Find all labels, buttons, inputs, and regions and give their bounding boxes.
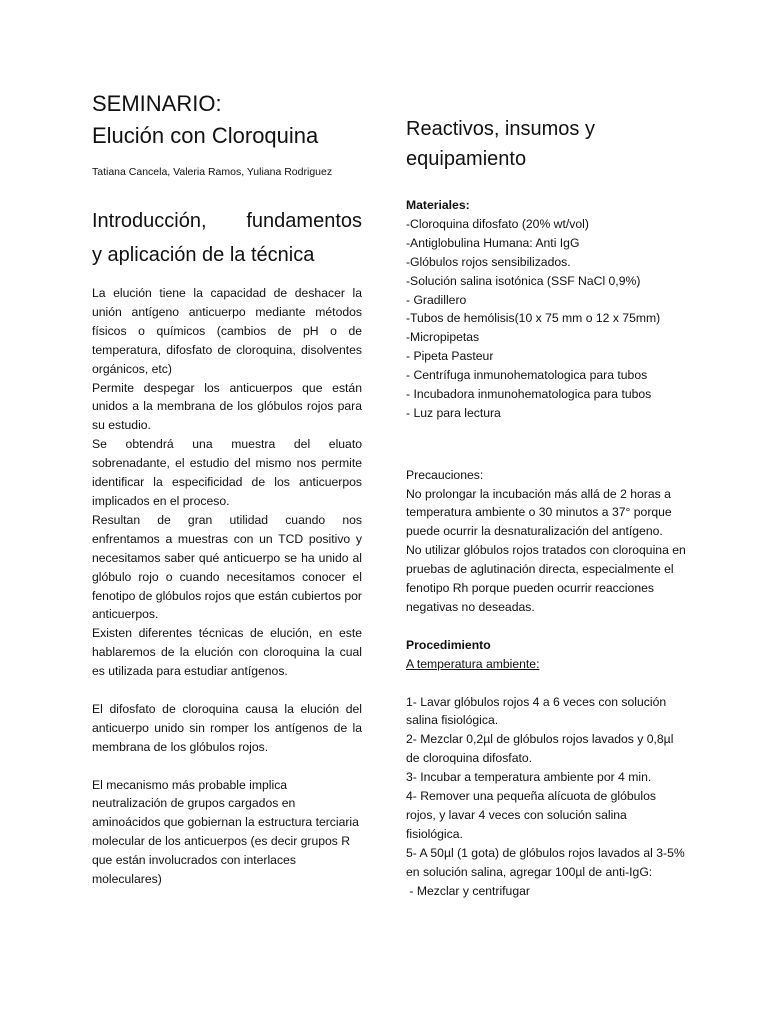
- materials-title: Materiales:: [406, 198, 470, 212]
- paragraph: Existen diferentes técnicas de elución, en este hablaremos de la elución con cloroquina la cual es utilizada para estudiar antígenos.: [92, 626, 362, 679]
- intro-heading-word-2: fundamentos: [246, 210, 362, 232]
- document-title: [92, 88, 318, 152]
- material-item: - Incubadora inmunohematologica para tubos: [406, 387, 652, 402]
- reagents-heading-line-2: equipamiento: [406, 148, 527, 170]
- procedure-step: 1- Lavar glóbulos rojos 4 a 6 veces con solución salina fisiológica.: [406, 694, 667, 728]
- procedure-step: - Mezclar y centrifugar: [406, 883, 530, 898]
- material-item: - Pipeta Pasteur: [406, 349, 494, 364]
- material-item: - Centrífuga inmunohematologica para tubos: [406, 368, 648, 383]
- procedure-step: 5- A 50µl (1 gota) de glóbulos rojos lavados al 3-5% en solución salina, agregar 100µl de anti-IgG:: [406, 845, 685, 879]
- procedure-title: Procedimiento: [406, 637, 491, 652]
- material-item: -Solución salina isotónica (SSF NaCl 0,9%): [406, 273, 641, 288]
- material-item: - Gradillero: [406, 292, 467, 307]
- precautions-title: Precauciones:: [406, 467, 484, 482]
- reagents-body: [406, 196, 686, 900]
- precautions-text: No utilizar glóbulos rojos tratados con cloroquina en pruebas de aglutinación directa, especialmente el fenotipo Rh porque pueden ocurrir reacciones negativas no deseadas.: [406, 543, 686, 615]
- intro-body: [92, 284, 362, 889]
- precautions-text: No prolongar la incubación más allá de 2 horas a temperatura ambiente o 30 minutos a 37° porque puede ocurrir la desnaturalización del antígeno.: [406, 486, 672, 539]
- material-item: -Antiglobulina Humana: Anti IgG: [406, 235, 580, 250]
- reagents-heading-line-1: Reactivos, insumos y: [406, 118, 595, 140]
- paragraph: El difosfato de cloroquina causa la elución del anticuerpo unido sin romper los antígenos de la membrana de los glóbulos rojos.: [92, 701, 362, 754]
- material-item: -Cloroquina difosfato (20% wt/vol): [406, 216, 589, 231]
- paragraph: Resultan de gran utilidad cuando nos enfrentamos a muestras con un TCD positivo y necesitamos saber qué anticuerpo se ha unido al glóbulo rojo o cuando necesitamos conocer el fenotipo de glóbulos rojos que están cubiertos por anticuerpos.: [92, 512, 362, 622]
- intro-heading: [92, 204, 362, 272]
- reagents-heading: [406, 114, 676, 174]
- material-item: -Tubos de hemólisis(10 x 75 mm o 12 x 75mm): [406, 311, 661, 326]
- material-item: - Luz para lectura: [406, 405, 501, 420]
- paragraph: Permite despegar los anticuerpos que están unidos a la membrana de los glóbulos rojos para su estudio.: [92, 380, 362, 433]
- procedure-subtitle: A temperatura ambiente:: [406, 656, 540, 671]
- material-item: -Micropipetas: [406, 330, 480, 345]
- title-line-1: SEMINARIO:: [92, 91, 222, 116]
- procedure-step: 3- Incubar a temperatura ambiente por 4 min.: [406, 770, 652, 785]
- authors: Tatiana Cancela, Valeria Ramos, Yuliana Rodriguez: [92, 166, 333, 178]
- material-item: -Glóbulos rojos sensibilizados.: [406, 254, 571, 269]
- paragraph: La elución tiene la capacidad de deshacer la unión antígeno anticuerpo mediante métodos físicos o químicos (cambios de pH o de temperatura, difosfato de cloroquina, disolventes orgánicos, etc): [92, 286, 362, 376]
- paragraph: Se obtendrá una muestra del eluato sobrenadante, el estudio del mismo nos permite identificar la especificidad de los anticuerpos implicados en el proceso.: [92, 437, 362, 508]
- procedure-step: 4- Remover una pequeña alícuota de glóbulos rojos, y lavar 4 veces con solución salina fisiológica.: [406, 789, 657, 841]
- intro-heading-word-1: Introducción,: [92, 210, 207, 232]
- procedure-step: 2- Mezclar 0,2µl de glóbulos rojos lavados y 0,8µl de cloroquina difosfato.: [406, 732, 674, 766]
- intro-heading-line-2: y aplicación de la técnica: [92, 244, 315, 266]
- paragraph: El mecanismo más probable implica neutralización de grupos cargados en aminoácidos que gobiernan la estructura terciaria molecular de los anticuerpos (es decir grupos R que están involucrados con interlaces moleculares): [92, 777, 359, 887]
- title-line-2: Elución con Cloroquina: [92, 123, 319, 148]
